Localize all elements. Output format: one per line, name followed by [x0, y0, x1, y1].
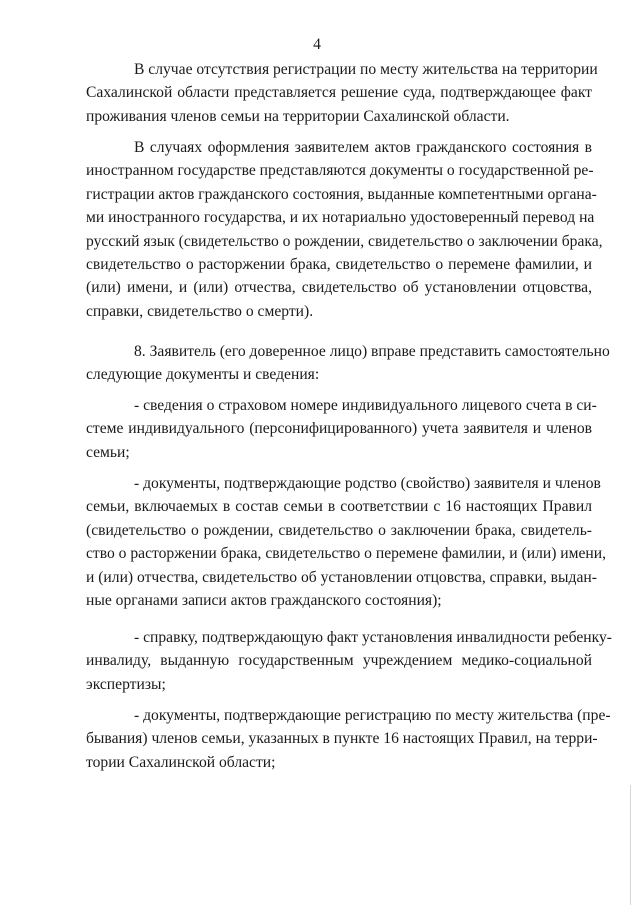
text-line: инвалиду, выданную государственным учреждением медико-социальной [86, 652, 592, 670]
text-line: 8. Заявитель (его доверенное лицо) вправе представить самостоятельно [134, 343, 610, 360]
list-item-family-registration [86, 704, 611, 774]
text-line: - справку, подтверждающую факт установления инвалидности ребенку- [134, 629, 612, 646]
text-line: экспертизы; [86, 675, 166, 693]
text-line: следующие документы и сведения: [86, 366, 320, 384]
scan-edge-shadow [630, 785, 631, 905]
text-line: семьи, включаемых в состав семьи в соответствии с 16 настоящих Правил [86, 498, 592, 516]
text-line: В случае отсутствия регистрации по месту жительства на территории [134, 61, 598, 78]
text-line: В случаях оформления заявителем актов гражданского состояния в [134, 139, 592, 156]
text-line: ство о расторжении брака, свидетельство о перемене фамилии, и (или) имени, [86, 545, 607, 563]
paragraph-residence-registration [86, 58, 598, 128]
list-item-kinship-documents [86, 472, 607, 612]
text-line: - документы, подтверждающие родство (свойство) заявителя и членов [134, 475, 601, 492]
text-line: тории Сахалинской области; [86, 753, 276, 771]
text-line: свидетельство о расторжении брака, свидетельство о перемене фамилии, и [86, 255, 592, 273]
text-line: проживания членов семьи на территории Сахалинской области. [86, 107, 510, 125]
list-item-insurance-number [86, 394, 597, 464]
text-line: и (или) отчества, свидетельство об установлении отцовства, справки, выдан- [86, 568, 597, 586]
text-line: иностранном государстве представляются документы о государственной ре- [86, 162, 594, 180]
text-line: стеме индивидуального (персонифицированного) учета заявителя и членов [86, 420, 592, 438]
text-line: ми иностранного государства, и их нотариально удостоверенный перевод на [86, 209, 595, 227]
text-line: (свидетельство о рождении, свидетельство о заключении брака, свидетель- [86, 521, 592, 539]
text-line: справки, свидетельство о смерти). [86, 302, 314, 320]
text-line: - сведения о страховом номере индивидуального лицевого счета в си- [134, 397, 597, 414]
text-line: ные органами записи актов гражданского состояния); [86, 591, 442, 609]
paragraph-applicant-rights [86, 340, 610, 387]
text-line: Сахалинской области представляется решение суда, подтверждающее факт [86, 84, 592, 102]
text-line: семьи; [86, 443, 130, 461]
paragraph-foreign-acts [86, 136, 603, 323]
list-item-disability-certificate [86, 626, 612, 696]
text-line: - документы, подтверждающие регистрацию по месту жительства (пре- [134, 707, 611, 724]
text-line: (или) имени, и (или) отчества, свидетельство об установлении отцовства, [86, 279, 592, 297]
text-line: бывания) членов семьи, указанных в пункте 16 настоящих Правил, на терри- [86, 730, 598, 748]
page-number: 4 [313, 36, 321, 53]
text-line: гистрации актов гражданского состояния, выданные компетентными органа- [86, 185, 597, 203]
text-line: русский язык (свидетельство о рождении, свидетельство о заключении брака, [86, 232, 603, 250]
